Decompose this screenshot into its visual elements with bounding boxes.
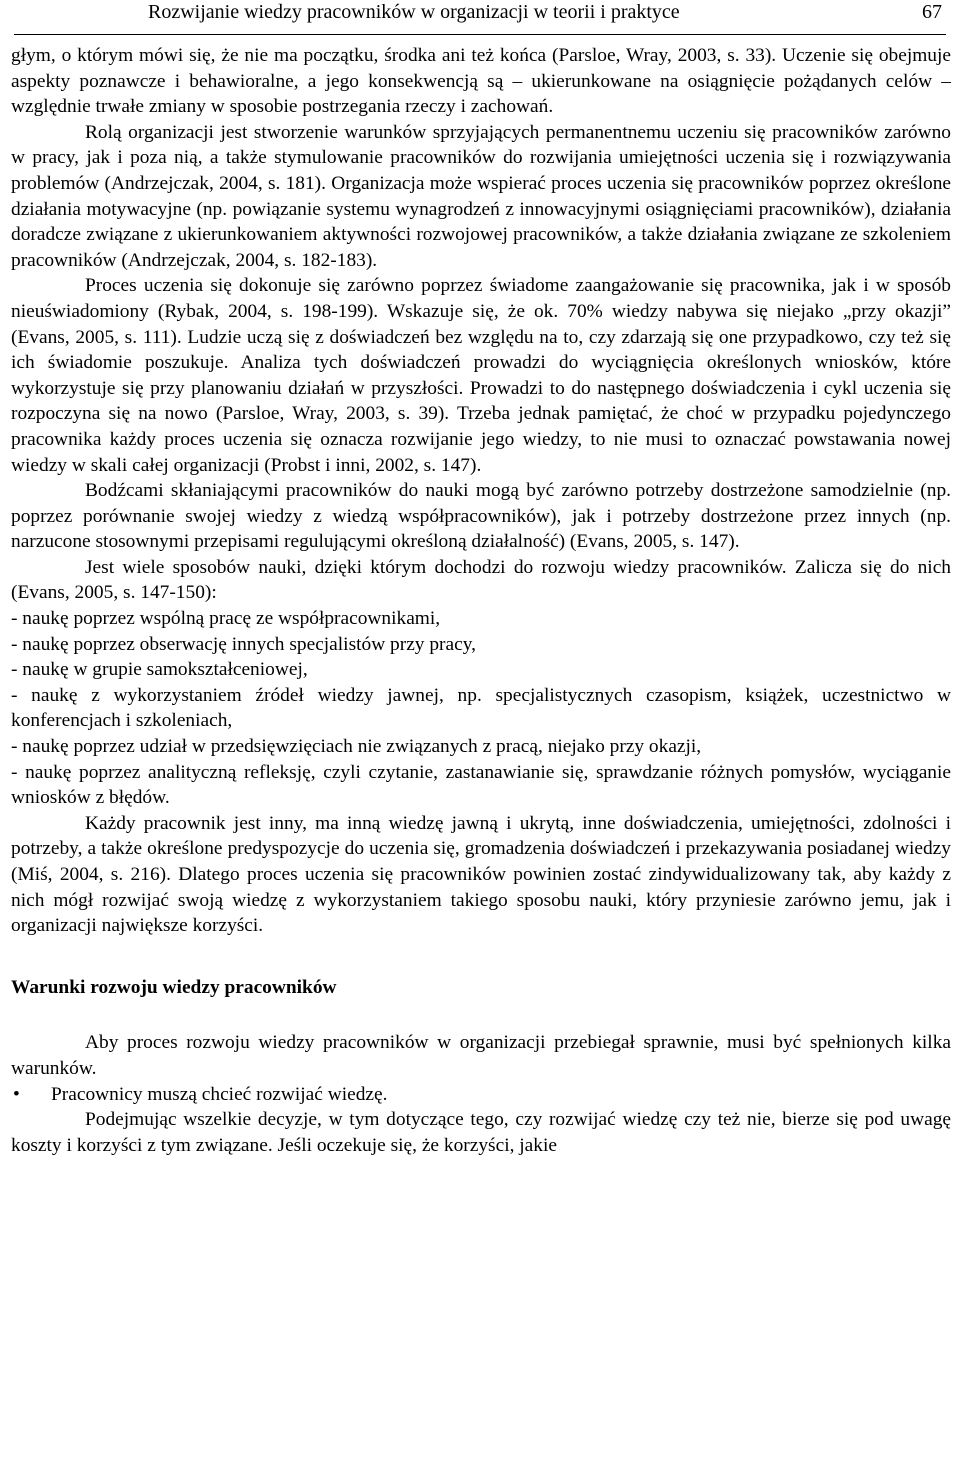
bullet-text: Pracownicy muszą chcieć rozwijać wiedzę. xyxy=(51,1083,388,1105)
list-item: - naukę z wykorzystaniem źródeł wiedzy jawnej, np. specjalistycznych czasopism, książek, uczestnictwo w konferencjach i szkoleniach, xyxy=(11,684,951,732)
page-number: 67 xyxy=(922,1,942,23)
paragraph: Bodźcami skłaniającymi pracowników do nauki mogą być zarówno potrzeby dostrzeżone samodzielnie (np. poprzez porównanie swojej wiedzy z wiedzą współpracowników), jak i potrzeby dostrzeżone przez innych (np. narzucone stosownymi przepisami regulującymi określoną działalność) (Evans, 2005, s. 147). xyxy=(11,480,951,553)
paragraph: Rolą organizacji jest stworzenie warunków sprzyjających permanentnemu uczeniu się pracowników zarówno w pracy, jak i poza nią, a także stymulowanie pracowników do rozwijania umiejętności uczenia się i rozwiązywania problemów (Andrzejczak, 2004, s. 181). Organizacja może wspierać proces uczenia się pracowników poprzez określone działania motywacyjne (np. powiązanie systemu wynagrodzeń z innowacyjnymi osiągnięciami pracowników), działania doradcze związane z ukierunkowaniem aktywności rozwojowej pracowników, a także działania związane ze szkoleniem pracowników (Andrzejczak, 2004, s. 182-183). xyxy=(11,121,951,271)
section-intro: Aby proces rozwoju wiedzy pracowników w organizacji przebiegał sprawnie, musi być spełnionych kilka warunków. xyxy=(11,1032,951,1079)
list-item: - naukę poprzez analityczną refleksję, czyli czytanie, zastanawianie się, sprawdzanie różnych pomysłów, wyciąganie wniosków z błędów. xyxy=(11,761,951,809)
running-header-title: Rozwijanie wiedzy pracowników w organizacji w teorii i praktyce xyxy=(148,1,680,23)
learning-methods-list xyxy=(11,606,951,811)
paragraph: Jest wiele sposobów nauki, dzięki którym dochodzi do rozwoju wiedzy pracowników. Zalicza się do nich (Evans, 2005, s. 147-150): xyxy=(11,556,951,604)
list-item: - naukę poprzez obserwację innych specjalistów przy pracy, xyxy=(11,633,476,655)
paragraph: Każdy pracownik jest inny, ma inną wiedzę jawną i ukrytą, inne doświadczenia, umiejętności, zdolności i potrzeby, a także określone predyspozycje do uczenia się, gromadzenia doświadczeń i przekazywania posiadanej wiedzy (Miś, 2004, s. 216). Dlatego proces uczenia się pracowników powinien zostać zindywidualizowany tak, aby każdy z nich mógł rozwijać swoją wiedzę z wykorzystaniem takiego sposobu nauki, który przyniesie zarówno jemu, jak i organizacji największe korzyści. xyxy=(11,812,951,937)
list-item: - naukę w grupie samokształceniowej, xyxy=(11,659,308,681)
running-header xyxy=(14,0,946,35)
paragraph-continued: głym, o którym mówi się, że nie ma początku, środka ani też końca (Parsloe, Wray, 2003, s. 33). Uczenie się obejmuje aspekty poznawcze i behawioralne, a jego konsekwencją są – ukierunkowane na osiągnięcie pożądanych celów – względnie trwałe zmiany w sposobie postrzegania rzeczy i zachowań. xyxy=(11,45,951,118)
paragraph: Podejmując wszelkie decyzje, w tym dotyczące tego, czy rozwijać wiedzę czy też nie, bierze się pod uwagę koszty i korzyści z tym związane. Jeśli oczekuje się, że korzyści, jakie xyxy=(11,1109,951,1156)
section-heading: Warunki rozwoju wiedzy pracowników xyxy=(11,976,337,998)
paragraph: Proces uczenia się dokonuje się zarówno poprzez świadome zaangażowanie się pracownika, jak i w sposób nieuświadomiony (Rybak, 2004, s. 198-199). Wskazuje się, że ok. 70% wiedzy nabywa się niejako „przy okazji” (Evans, 2005, s. 111). Ludzie uczą się z doświadczeń bez względu na to, czy zdarzają się one przypadkowo, czy też się ich świadomie poszukuje. Analiza tych doświadczeń prowadzi do wyciągnięcia określonych wniosków, które wykorzystuje się przy planowaniu działań w przyszłości. Prowadzi to do następnego doświadczenia i cykl uczenia się rozpoczyna się na nowo (Parsloe, Wray, 2003, s. 39). Trzeba jednak pamiętać, że choć w przypadku pojedynczego pracownika każdy proces uczenia się oznacza rozwijanie jego wiedzy, to nie musi to oznaczać powstawania nowej wiedzy w skali całej organizacji (Probst i inni, 2002, s. 147). xyxy=(11,275,951,476)
list-item: - naukę poprzez udział w przedsięwzięciach nie związanych z pracą, niejako przy okazji, xyxy=(11,736,702,758)
bullet-symbol: • xyxy=(13,1083,20,1105)
bullet-item xyxy=(11,1082,951,1108)
page-body xyxy=(11,43,951,1158)
list-item: - naukę poprzez wspólną pracę ze współpracownikami, xyxy=(11,608,441,630)
